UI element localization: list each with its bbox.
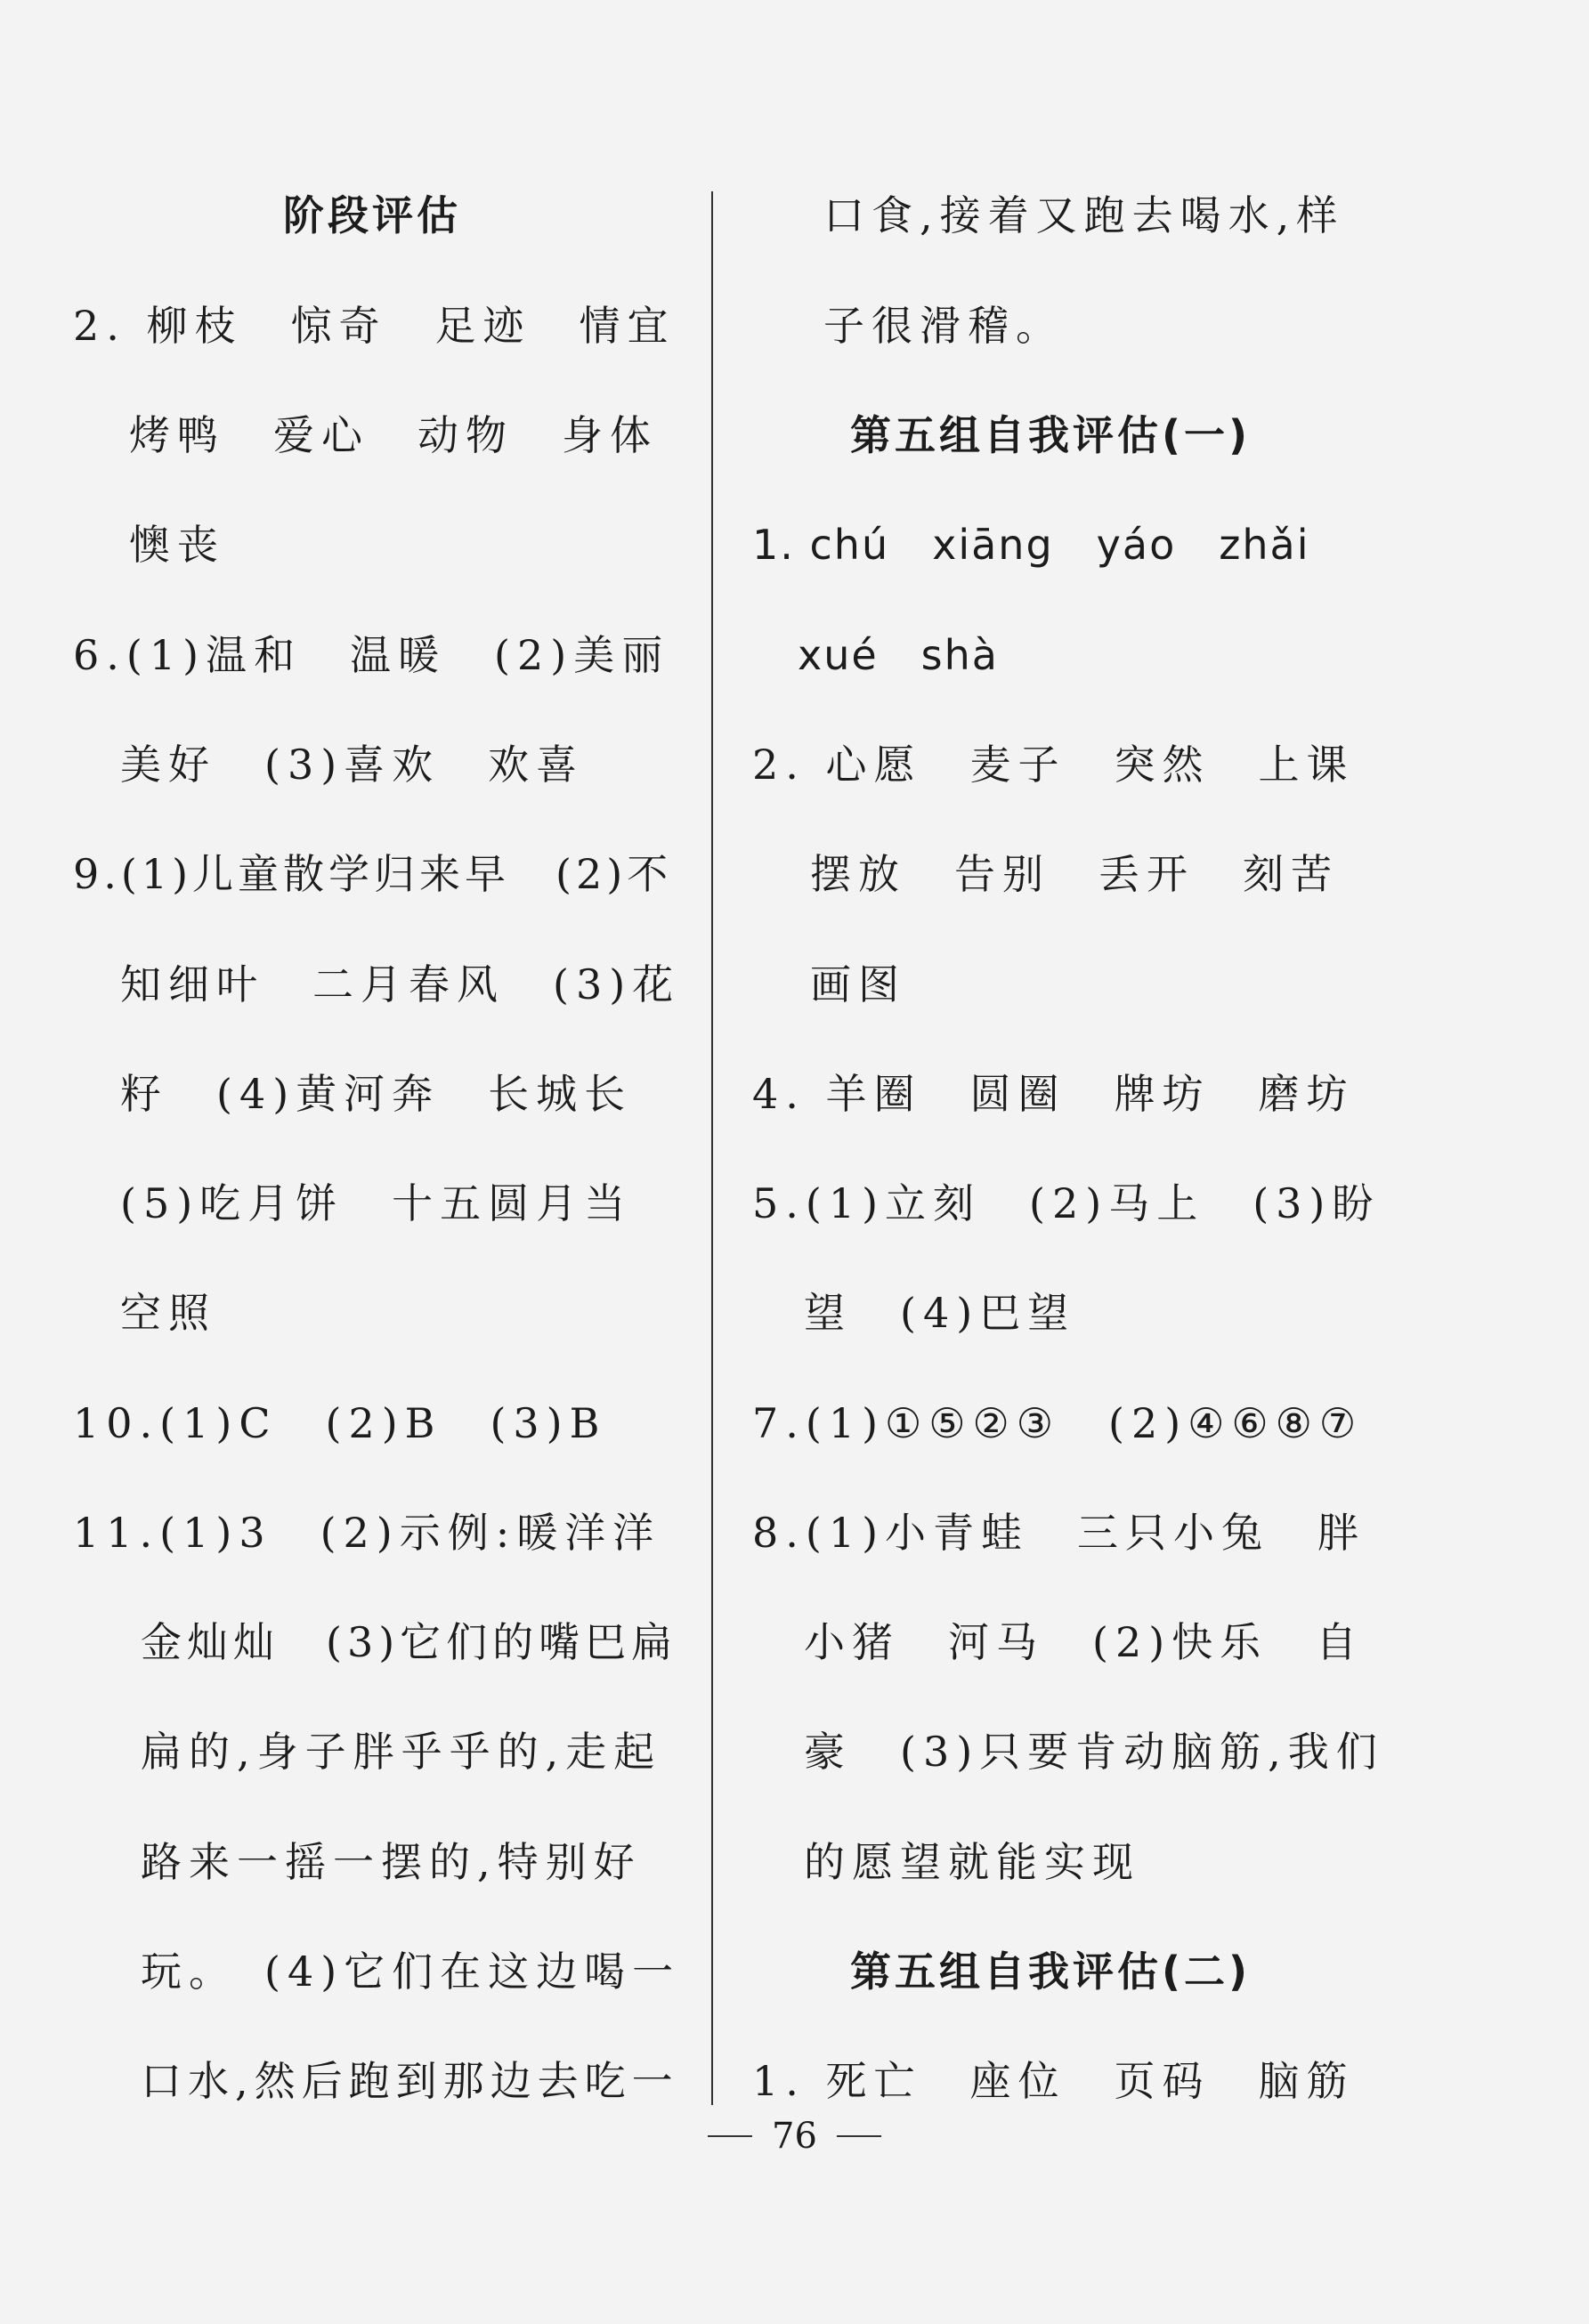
answer-line: 空照: [120, 1289, 216, 1337]
answer-line: 4. 羊圈 圆圈 牌坊 磨坊: [752, 1070, 1355, 1118]
answer-line: (5)吃月饼 十五圆月当: [120, 1179, 633, 1227]
page-footer: [0, 2105, 1589, 2167]
answer-line: 知细叶 二月春风 (3)花: [120, 960, 681, 1008]
answer-line: 路来一摇一摆的,特别好: [141, 1838, 642, 1886]
answer-line: 2. 柳枝 惊奇 足迹 情宜: [73, 302, 676, 350]
footer-dash-left: [708, 2135, 752, 2137]
answer-line: 9.(1)儿童散学归来早 (2)不: [73, 850, 673, 898]
section-heading-group5-assessment-1: 第五组自我评估(一): [850, 411, 1252, 459]
answer-line: 籽 (4)黄河奔 长城长: [120, 1070, 633, 1118]
answer-line: 玩。 (4)它们在这边喝一: [141, 1947, 681, 1996]
answer-line: 懊丧: [129, 521, 225, 569]
answer-line: 金灿灿 (3)它们的嘴巴扁: [141, 1618, 678, 1666]
column-divider: [711, 191, 713, 2105]
answer-line: 8.(1)小青蛙 三只小兔 胖: [752, 1509, 1366, 1557]
answer-line: 子很滑稽。: [823, 302, 1064, 350]
answer-line: 7.(1)①⑤②③ (2)④⑥⑧⑦: [752, 1399, 1364, 1447]
answer-line: 美好 (3)喜欢 欢喜: [120, 741, 585, 789]
answer-line: 扁的,身子胖乎乎的,走起: [141, 1728, 662, 1776]
answer-line: 1. chú xiāng yáo zhǎi: [752, 521, 1310, 569]
answer-line: 1. 死亡 座位 页码 脑筋: [752, 2057, 1355, 2105]
answer-line: 口食,接着又跑去喝水,样: [823, 191, 1345, 239]
answer-line: xué shà: [798, 631, 999, 679]
answer-line: 5.(1)立刻 (2)马上 (3)盼: [752, 1179, 1381, 1227]
answer-line: 小猪 河马 (2)快乐 自: [804, 1618, 1365, 1666]
answer-line: 烤鸭 爱心 动物 身体: [129, 411, 658, 459]
answer-line: 6.(1)温和 温暖 (2)美丽: [73, 631, 670, 679]
answer-line: 豪 (3)只要肯动脑筋,我们: [804, 1728, 1384, 1776]
answer-line: 11.(1)3 (2)示例:暖洋洋: [73, 1509, 661, 1557]
answer-line: 摆放 告别 丢开 刻苦: [810, 850, 1339, 898]
answer-line: 10.(1)C (2)B (3)B: [73, 1399, 607, 1447]
answer-line: 的愿望就能实现: [804, 1838, 1140, 1886]
section-heading-stage-assessment: 阶段评估: [283, 191, 461, 239]
answer-line: 2. 心愿 麦子 突然 上课: [752, 741, 1355, 789]
section-heading-group5-assessment-2: 第五组自我评估(二): [850, 1947, 1252, 1996]
footer-dash-right: [837, 2135, 881, 2137]
answer-line: 口水,然后跑到那边去吃一: [141, 2057, 679, 2105]
answer-line: 望 (4)巴望: [804, 1289, 1076, 1337]
answer-line: 画图: [810, 960, 906, 1008]
page-number: 76: [772, 2116, 817, 2157]
